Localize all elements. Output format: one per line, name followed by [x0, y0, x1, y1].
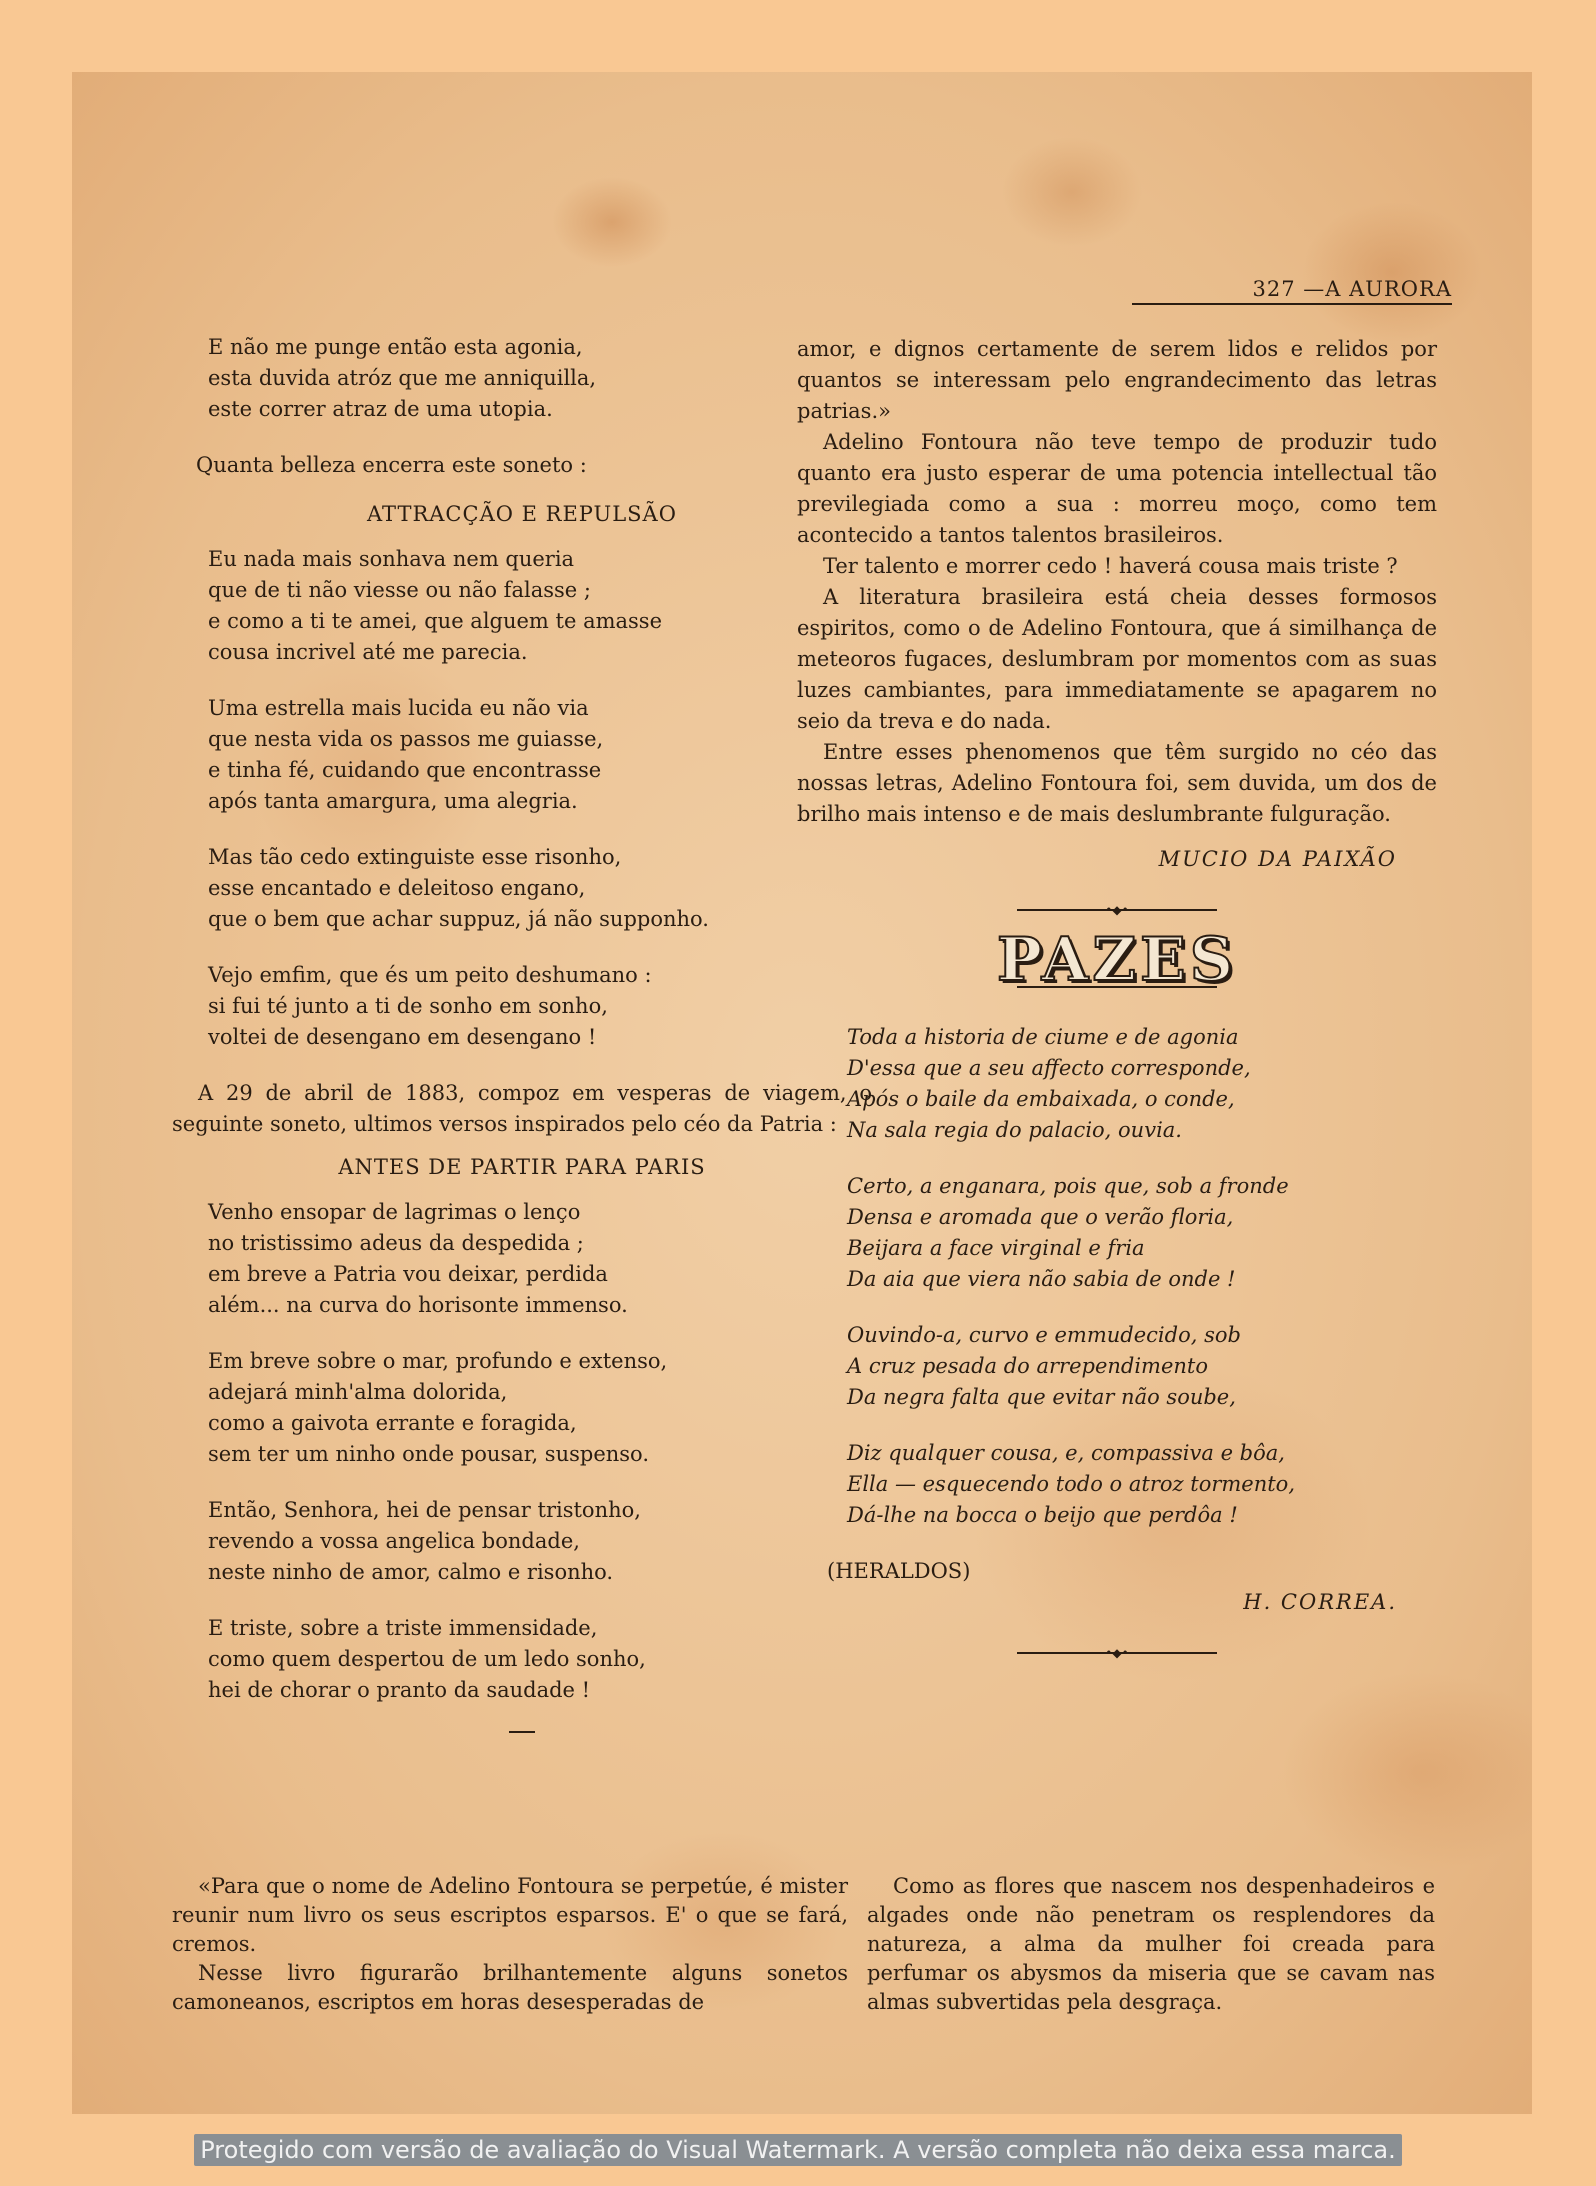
watermark-banner — [0, 2114, 1596, 2186]
poem-line: Então, Senhora, hei de pensar tristonho, — [208, 1498, 641, 1522]
poem-line: Diz qualquer cousa, e, compassiva e bôa, — [847, 1441, 1285, 1465]
poem-line: Mas tão cedo extinguiste esse risonho, — [208, 845, 622, 869]
poem-line: Vejo emfim, que és um peito deshumano : — [208, 963, 652, 987]
poem-line: Uma estrella mais lucida eu não via — [208, 696, 589, 720]
poem-line: Toda a historia de ciume e de agonia — [847, 1025, 1239, 1049]
poem-line: Venho ensopar de lagrimas o lenço — [208, 1200, 581, 1224]
poem-line: adejará minh'alma dolorida, — [208, 1380, 508, 1404]
poem-line: e como a ti te amei, que alguem te amasse — [208, 609, 663, 633]
pazes-poem — [797, 1022, 1437, 1531]
prose-paragraph: Nesse livro figurarão brilhantemente alguns sonetos camoneanos, escriptos em horas desesperadas de — [172, 1961, 848, 2014]
prose-paragraph: A literatura brasileira está cheia desses formosos espiritos, como o de Adelino Fontoura, que á similhança de meteoros fugaces, deslumbram por momentos com as suas luzes cambiantes, para immediatamente se apagarem no seio da treva e do nada. — [797, 585, 1437, 733]
poem-line: Em breve sobre o mar, profundo e extenso, — [208, 1349, 668, 1373]
stanza — [847, 1171, 1437, 1295]
stanza — [847, 1320, 1437, 1413]
poem-line: Densa e aromada que o verão floria, — [847, 1205, 1234, 1229]
poem-line: voltei de desengano em desengano ! — [208, 1025, 597, 1049]
stanza — [208, 1613, 872, 1706]
poem-line: E triste, sobre a triste immensidade, — [208, 1616, 598, 1640]
ornament-divider — [1017, 1646, 1217, 1660]
sonnet1-title: ATTRACÇÃO E REPULSÃO — [367, 502, 677, 526]
poem-line: Da negra falta que evitar não soube, — [847, 1385, 1236, 1409]
page-header: 327 —A AURORA — [1132, 277, 1452, 305]
poem-line: D'essa que a seu affecto corresponde, — [847, 1056, 1251, 1080]
sonnet1 — [172, 544, 872, 1053]
poem-line: Ouvindo-a, curvo e emmudecido, sob — [847, 1323, 1241, 1347]
poem-line: Certo, a enganara, pois que, sob a fronde — [847, 1174, 1289, 1198]
prose-paragraph: Entre esses phenomenos que têm surgido no céo das nossas letras, Adelino Fontoura foi, sem duvida, um dos de brilho mais intenso e de mais deslumbrante fulguração. — [797, 740, 1437, 826]
poem-line: como a gaivota errante e foragida, — [208, 1411, 577, 1435]
poem-line: que o bem que achar suppuz, já não supponho. — [208, 907, 709, 931]
poem-line: Da aia que viera não sabia de onde ! — [847, 1267, 1236, 1291]
poem-line: Beijara a face virginal e fria — [847, 1236, 1145, 1260]
poem-line: Após o baile da embaixada, o conde, — [847, 1087, 1235, 1111]
poem-line: e tinha fé, cuidando que encontrasse — [208, 758, 602, 782]
poem-line: hei de chorar o pranto da saudade ! — [208, 1678, 591, 1702]
ornament-glyph: •◆• — [1105, 903, 1129, 917]
poem-line: após tanta amargura, uma alegria. — [208, 789, 578, 813]
prose-paragraph: «Para que o nome de Adelino Fontoura se perpetúe, é mister reunir num livro os seus escriptos esparsos. E' o que se fará, cremos. — [172, 1874, 848, 1956]
poem-line: revendo a vossa angelica bondade, — [208, 1529, 580, 1553]
poem-line: sem ter um ninho onde pousar, suspenso. — [208, 1442, 649, 1466]
right-column — [797, 334, 1437, 1688]
poem-source: (HERALDOS) — [827, 1559, 971, 1583]
poem-line: que de ti não viesse ou não falasse ; — [208, 578, 591, 602]
bottom-left-text — [172, 1872, 848, 2017]
poem-line: E não me punge então esta agonia, — [208, 335, 583, 359]
stanza — [208, 842, 872, 935]
stanza — [208, 693, 872, 817]
poem-line: neste ninho de amor, calmo e risonho. — [208, 1560, 614, 1584]
stanza — [208, 1346, 872, 1470]
prose-paragraph: amor, e dignos certamente de serem lidos e relidos por quantos se interessam pelo engrandecimento das letras patrias.» — [797, 337, 1437, 423]
author-signature: H. CORREA. — [1243, 1590, 1397, 1614]
intro-text: Quanta belleza encerra este soneto : — [196, 453, 587, 477]
prose-paragraph: Adelino Fontoura não teve tempo de produzir tudo quanto era justo esperar de uma potencia intellectual tão previlegiada como a sua : morreu moço, como tem acontecido a tantos talentos brasileiros. — [797, 430, 1437, 547]
prose-paragraph: Como as flores que nascem nos despenhadeiros e algades onde não penetram os resplendores da natureza, a alma da mulher foi creada para perfumar os abysmos da miseria que se cavam nas almas subvertidas pela desgraça. — [867, 1874, 1435, 2014]
author-signature: MUCIO DA PAIXÃO — [1158, 847, 1397, 871]
sonnet2-title: ANTES DE PARTIR PARA PARIS — [338, 1155, 706, 1179]
prose-paragraph: A 29 de abril de 1883, compoz em vesperas de viagem, o seguinte soneto, ultimos versos inspirados pelo céo da Patria : — [172, 1081, 872, 1136]
ornament-glyph: •◆• — [1105, 1646, 1129, 1660]
poem-line: Ella — esquecendo todo o atroz tormento, — [847, 1472, 1295, 1496]
left-column — [172, 332, 872, 1747]
poem-line: si fui té junto a ti de sonho em sonho, — [208, 994, 608, 1018]
watermark-text: Protegido com versão de avaliação do Visual Watermark. A versão completa não deixa essa marca. — [194, 2134, 1402, 2166]
poem-line: que nesta vida os passos me guiasse, — [208, 727, 604, 751]
newspaper-page — [72, 72, 1532, 2114]
poem-line: Eu nada mais sonhava nem queria — [208, 547, 575, 571]
poem-line: em breve a Patria vou deixar, perdida — [208, 1262, 608, 1286]
poem-line: além... na curva do horisonte immenso. — [208, 1293, 628, 1317]
stanza — [847, 1022, 1437, 1146]
section-dash — [509, 1731, 535, 1733]
poem-line: esta duvida atróz que me anniquilla, — [208, 366, 597, 390]
poem-line: este correr atraz de uma utopia. — [208, 397, 553, 421]
poem-line: Na sala regia do palacio, ouvia. — [847, 1118, 1182, 1142]
stanza — [208, 1495, 872, 1588]
stanza — [847, 1438, 1437, 1531]
sonnet2 — [172, 1197, 872, 1706]
stanza — [208, 960, 872, 1053]
stanza — [208, 544, 872, 668]
opening-stanza — [172, 332, 872, 425]
poem-line: esse encantado e deleitoso engano, — [208, 876, 586, 900]
poem-line: A cruz pesada do arrependimento — [847, 1354, 1208, 1378]
stanza — [208, 1197, 872, 1321]
bottom-right-text — [867, 1872, 1435, 2017]
poem-line: cousa incrivel até me parecia. — [208, 640, 528, 664]
ornament-divider — [1017, 903, 1217, 917]
prose-paragraph: Ter talento e morrer cedo ! haverá cousa mais triste ? — [823, 554, 1398, 578]
poem-line: Dá-lhe na bocca o beijo que perdôa ! — [847, 1503, 1238, 1527]
pazes-title: PAZES — [996, 925, 1238, 995]
poem-line: como quem despertou de um ledo sonho, — [208, 1647, 646, 1671]
poem-line: no tristissimo adeus da despedida ; — [208, 1231, 584, 1255]
